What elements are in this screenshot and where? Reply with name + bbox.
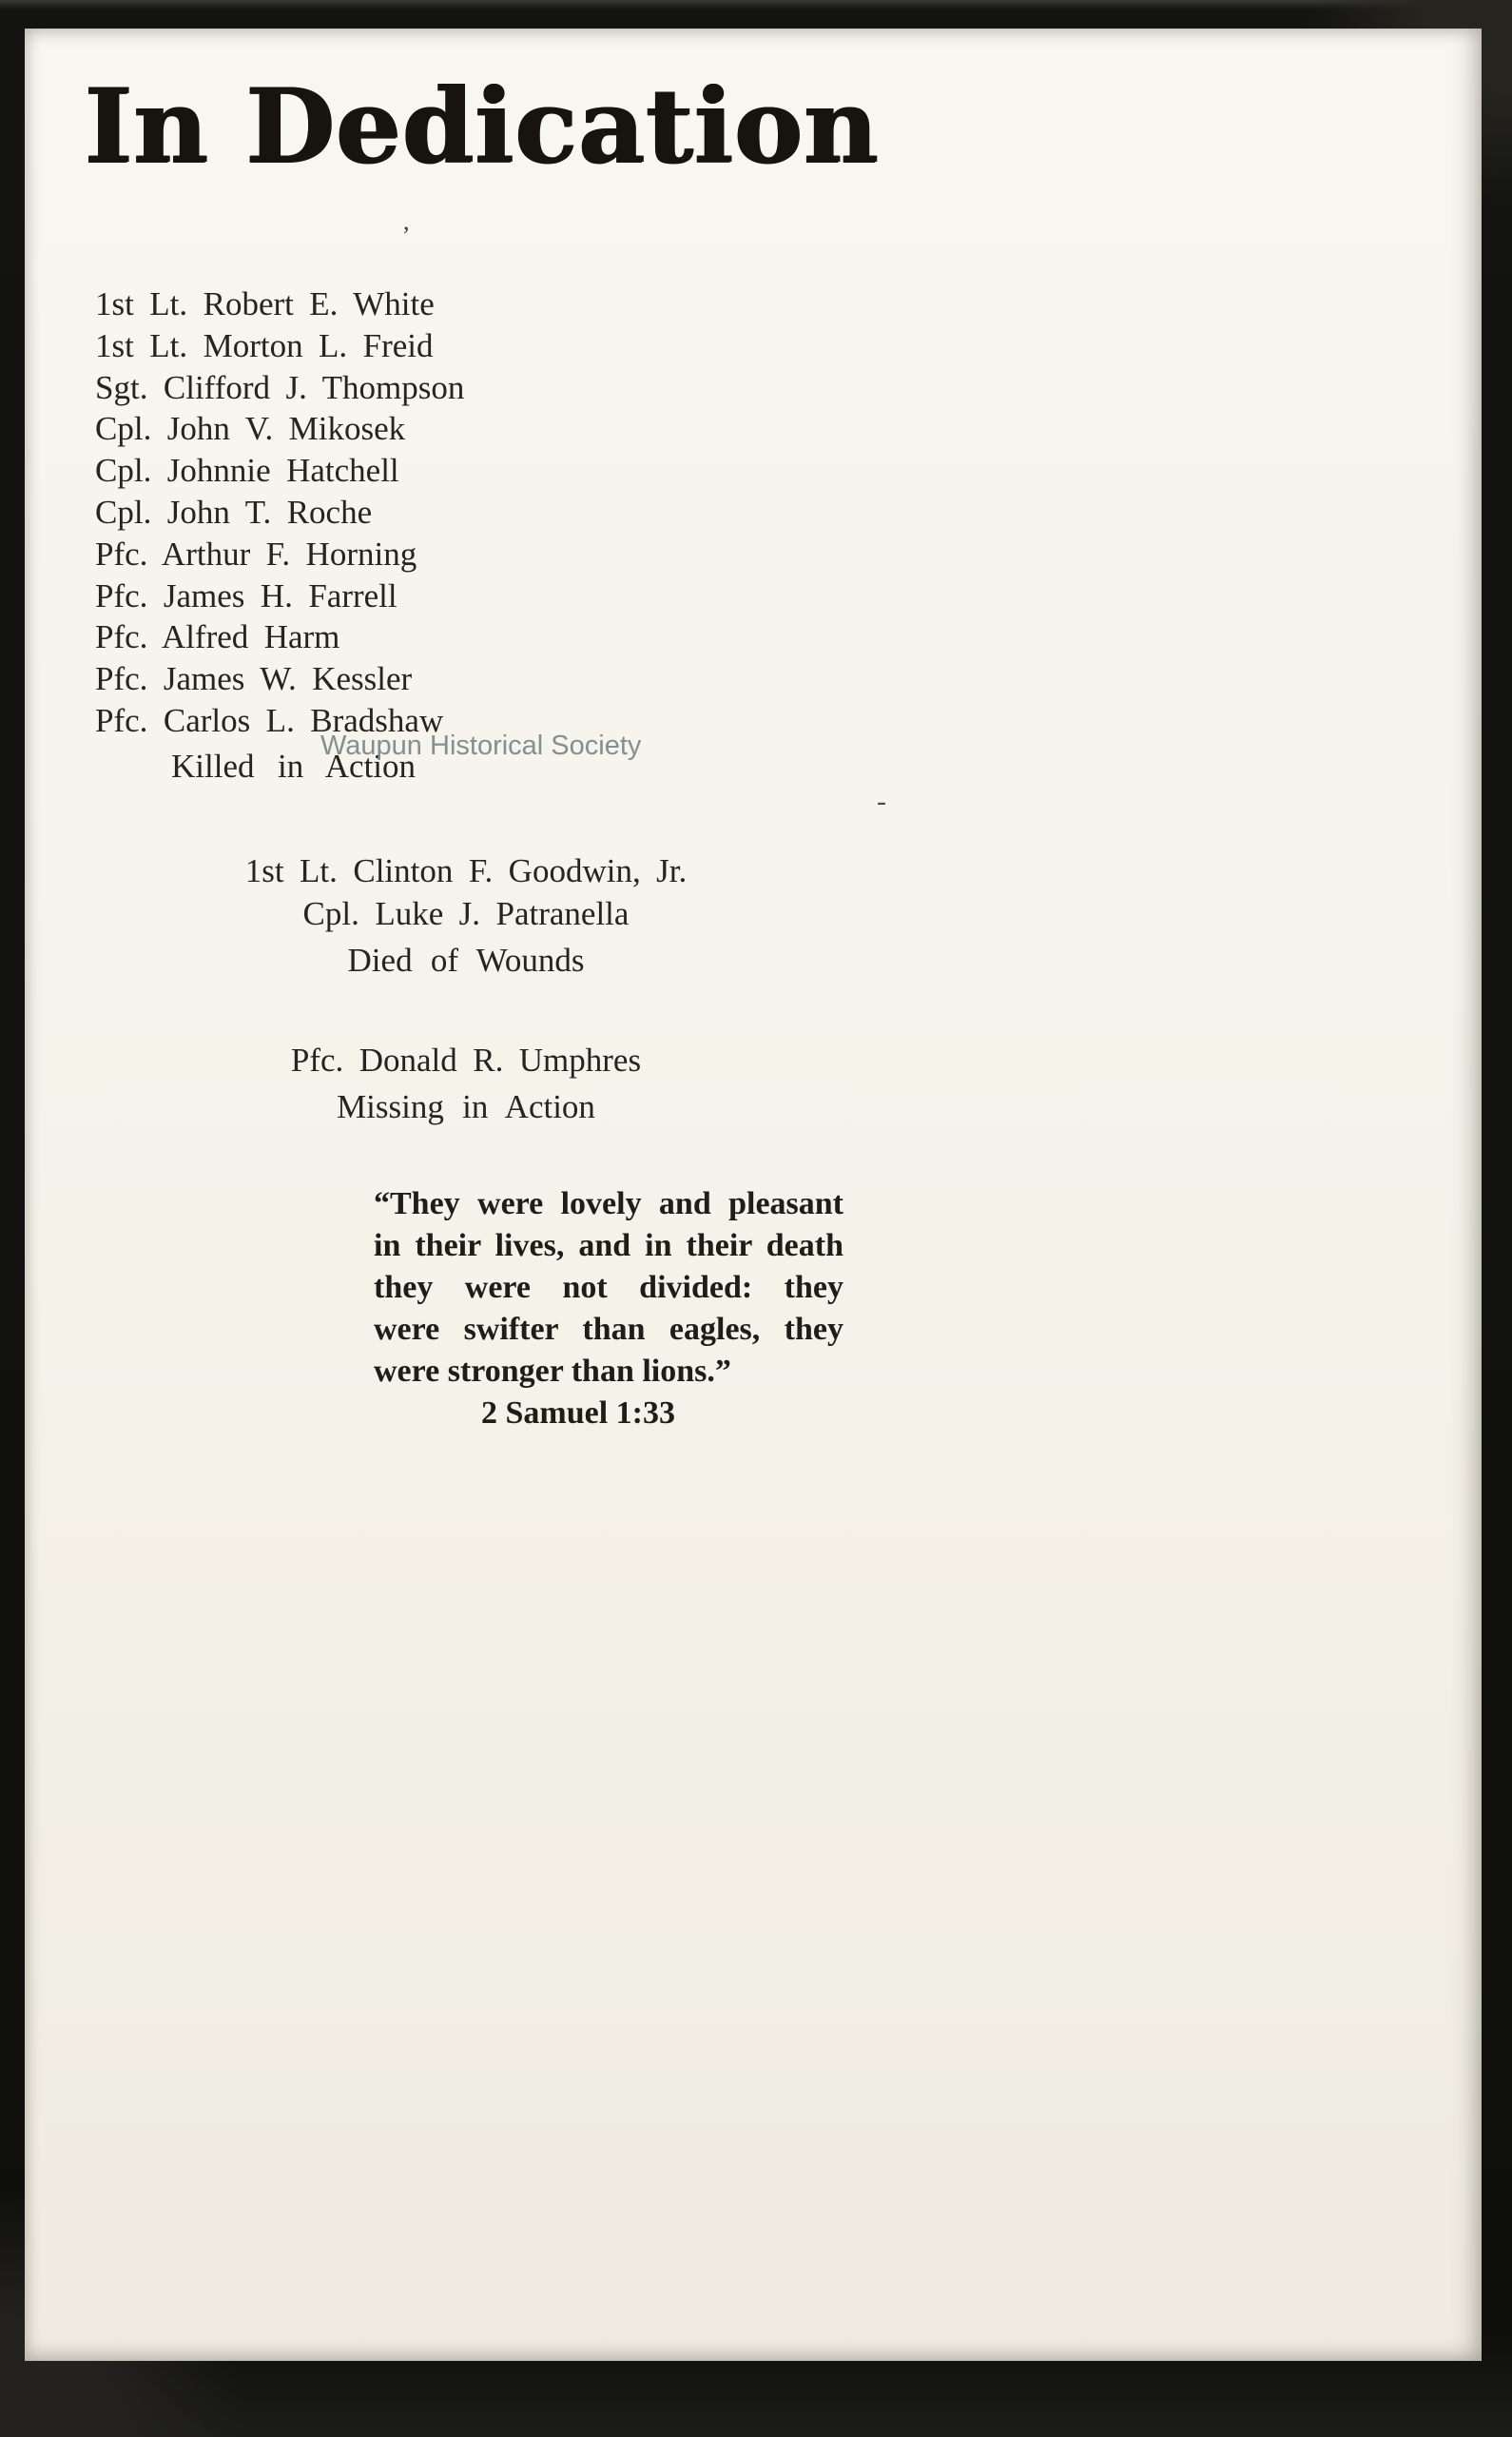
quote-line: were stronger than lions.” <box>374 1354 731 1389</box>
name-line: 1st Lt. Morton L. Freid <box>95 326 434 364</box>
quote-line: were swifter than eagles, they <box>374 1312 843 1347</box>
name-line: Cpl. Luke J. Patranella <box>302 895 630 932</box>
name-line: Cpl. John T. Roche <box>95 493 373 531</box>
stray-mark: , <box>403 207 410 235</box>
page-title: In Dedication <box>84 67 879 186</box>
name-line: Sgt. Clifford J. Thompson <box>95 368 465 406</box>
died-of-wounds-label: Died of Wounds <box>347 942 585 979</box>
missing-in-action-label: Missing in Action <box>337 1088 595 1125</box>
scripture-quote <box>374 1183 843 1434</box>
name-line: Cpl. John V. Mikosek <box>95 410 406 448</box>
name-line: Pfc. James H. Farrell <box>95 576 397 614</box>
watermark: Waupun Historical Society <box>320 731 642 761</box>
name-line: Pfc. Alfred Harm <box>95 618 340 656</box>
name-line: Cpl. Johnnie Hatchell <box>95 452 399 490</box>
missing-in-action-section <box>228 1039 704 1126</box>
quote-citation: 2 Samuel 1:33 <box>481 1395 675 1431</box>
died-of-wounds-section <box>228 849 704 980</box>
killed-in-action-label: Killed in Action <box>171 748 417 785</box>
quote-line: in their lives, and in their death <box>374 1228 843 1263</box>
quote-line: “They were lovely and pleasant <box>374 1186 843 1221</box>
name-line: Pfc. Donald R. Umphres <box>290 1042 642 1079</box>
name-line: 1st Lt. Clinton F. Goodwin, Jr. <box>244 852 688 889</box>
name-line: Pfc. Arthur F. Horning <box>95 535 417 573</box>
name-line: 1st Lt. Robert E. White <box>95 285 435 322</box>
name-line: Pfc. James W. Kessler <box>95 660 413 698</box>
scan-artifact-dash: - <box>877 786 886 817</box>
killed-in-action-section <box>95 283 464 742</box>
name-line: Pfc. Carlos L. Bradshaw <box>95 701 444 739</box>
quote-line: they were not divided: they <box>374 1270 843 1305</box>
